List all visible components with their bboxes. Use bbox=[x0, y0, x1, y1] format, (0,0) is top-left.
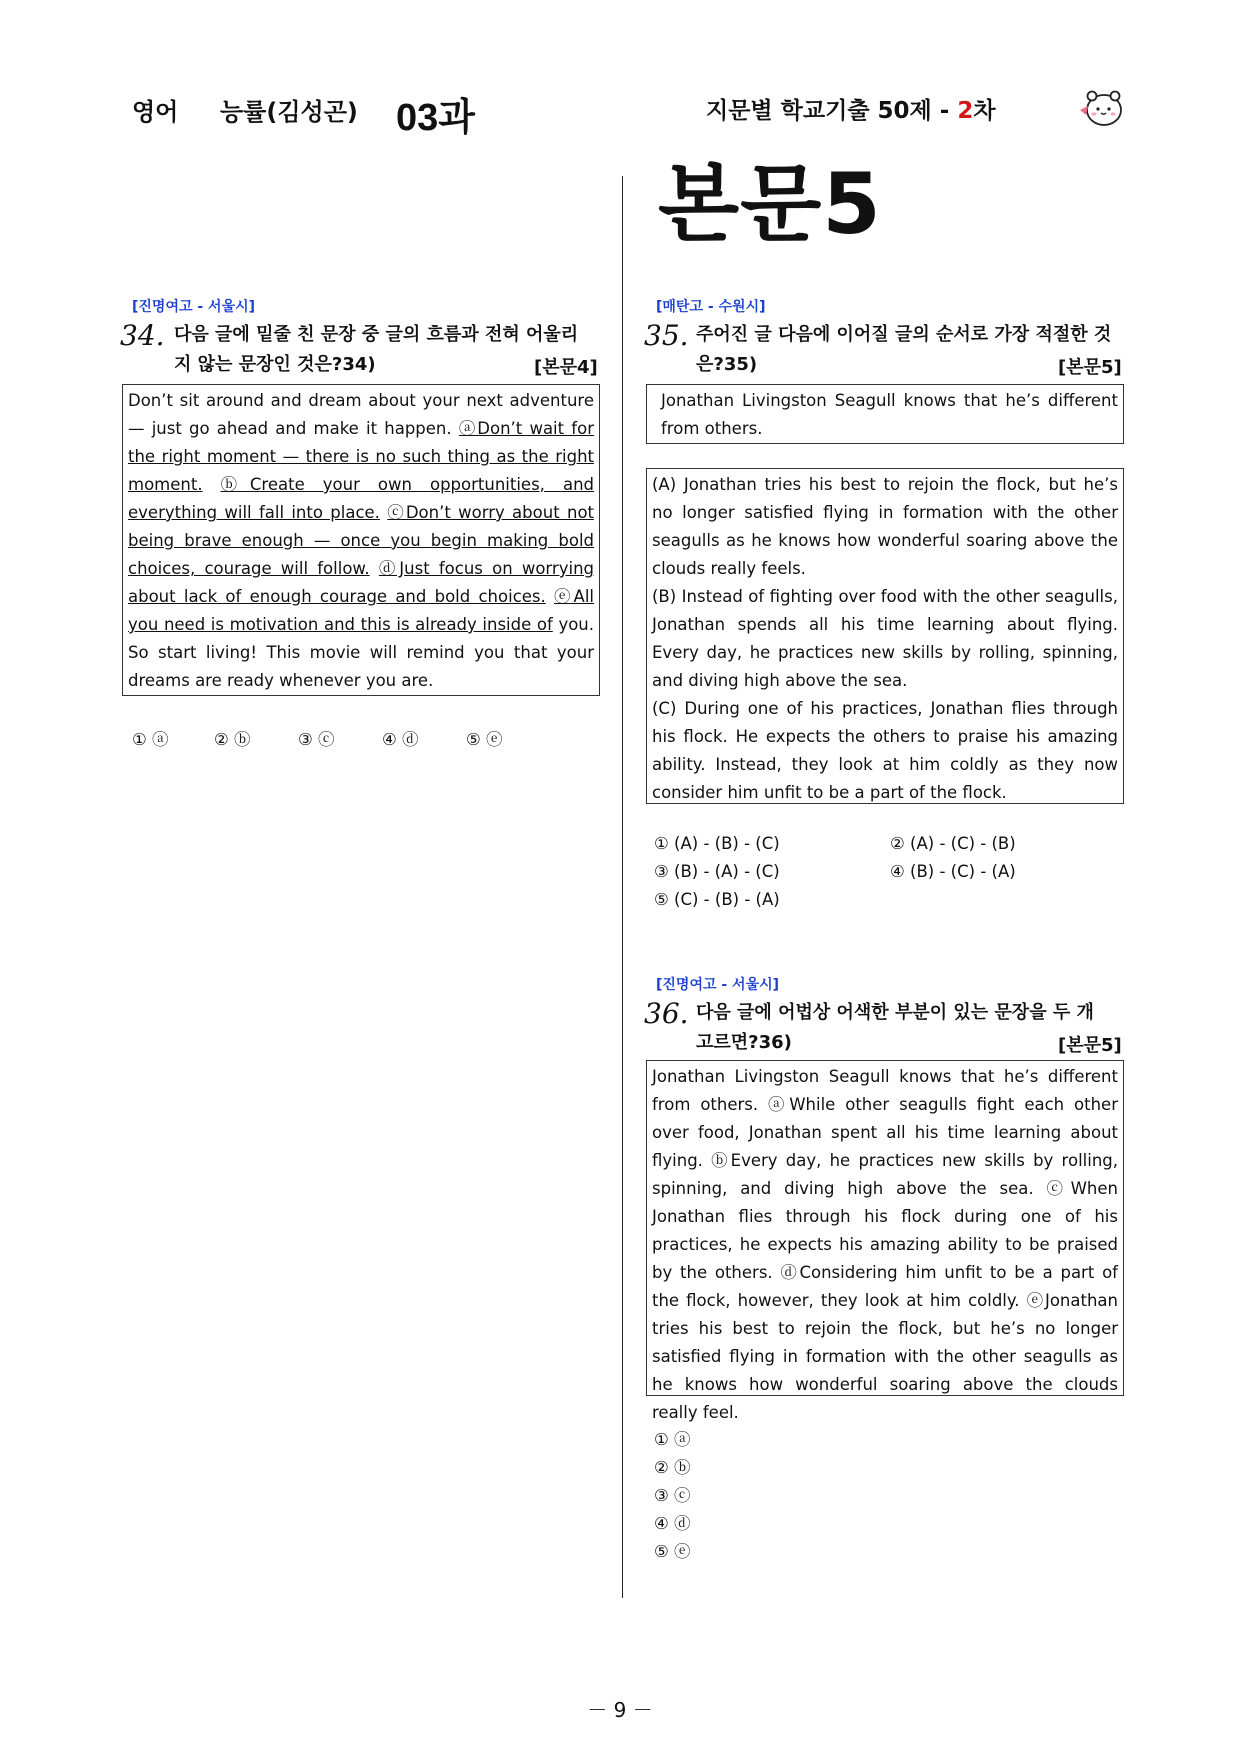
q34-sentence-d: ⓓJust focus on worrying about lack of enough courage and bold choices. bbox=[128, 559, 594, 606]
q34-option-5[interactable]: ⑤ ⓔ bbox=[466, 730, 503, 749]
q35-source: [매탄고 - 수원시] bbox=[656, 299, 766, 315]
series-round: 2차 bbox=[957, 98, 996, 124]
q36-option-1[interactable]: ① ⓐ bbox=[654, 1430, 691, 1449]
q35-option-5[interactable]: ⑤ (C) - (B) - (A) bbox=[654, 890, 780, 909]
q35-given-text: Jonathan Livingston Seagull knows that he’s different from others. bbox=[661, 391, 1118, 438]
q36-option-3[interactable]: ③ ⓒ bbox=[654, 1486, 691, 1505]
q34-sentence-a: ⓐDon’t wait for the right moment — there is no such thing as the right moment. bbox=[128, 419, 594, 494]
q36-source: [진명여고 - 서울시] bbox=[656, 977, 780, 993]
q35-question-line2: 은?35) bbox=[696, 354, 758, 375]
q34-passage-box bbox=[122, 384, 600, 696]
q34-question-line1: 다음 글에 밑줄 친 문장 중 글의 흐름과 전혀 어울리 bbox=[174, 324, 579, 345]
q35-paragraphs-box bbox=[646, 468, 1124, 804]
q34-intro: Don’t sit around and dream about your next adventure — just go ahead and make it happen. bbox=[128, 391, 594, 438]
q36-question-line1: 다음 글에 어법상 어색한 부분이 있는 문장을 두 개 bbox=[696, 1002, 1094, 1023]
bear-mascot-icon bbox=[1078, 86, 1126, 130]
q36-option-5[interactable]: ⑤ ⓔ bbox=[654, 1542, 691, 1561]
q34-sentence-b: ⓑCreate your own opportunities, and everything will fall into place. bbox=[128, 475, 595, 522]
q34-option-1[interactable]: ① ⓐ bbox=[132, 730, 169, 749]
q34-question-line2: 지 않는 문장인 것은?34) bbox=[174, 354, 376, 375]
q35-option-3[interactable]: ③ (B) - (A) - (C) bbox=[654, 862, 780, 881]
q34-tag: [본문4] bbox=[534, 357, 598, 378]
q34-source: [진명여고 - 서울시] bbox=[132, 299, 256, 315]
lesson-label: 03과 bbox=[396, 97, 475, 139]
column-divider bbox=[622, 176, 623, 1598]
q35-option-2[interactable]: ② (A) - (C) - (B) bbox=[890, 834, 1016, 853]
q35-paragraph-c: (C) During one of his practices, Jonathan flies through his flock. He expects the others to praise his amazing ability. Instead, they look at him coldly as they now consider him unfit to be a part of the flock. bbox=[652, 699, 1118, 802]
q36-number: 36. bbox=[644, 997, 689, 1030]
q35-question-line1: 주어진 글 다음에 이어질 글의 순서로 가장 적절한 것 bbox=[696, 324, 1112, 345]
series-title bbox=[706, 92, 996, 125]
q34-option-3[interactable]: ③ ⓒ bbox=[298, 730, 335, 749]
q36-passage-box bbox=[646, 1060, 1124, 1422]
q35-option-4[interactable]: ④ (B) - (C) - (A) bbox=[890, 862, 1016, 881]
page-number: － 9 － bbox=[587, 1698, 653, 1722]
q34-number: 34. bbox=[120, 319, 165, 352]
q34-option-2[interactable]: ② ⓑ bbox=[214, 730, 251, 749]
q35-number: 35. bbox=[644, 319, 689, 352]
q34-sentence-c: ⓒDon’t worry about not being brave enough — once you begin making bold choices, courage will follow. bbox=[128, 503, 595, 578]
q35-paragraph-b: (B) Instead of fighting over food with the other seagulls, Jonathan spends all his time learning about flying. Every day, he practices new skills by rolling, spinning, and diving high above the sea. bbox=[652, 587, 1118, 690]
section-title: 본문5 bbox=[658, 155, 882, 253]
subject-label: 영어 bbox=[132, 98, 179, 126]
textbook-label: 능률(김성곤) bbox=[220, 98, 358, 126]
q35-tag: [본문5] bbox=[1058, 357, 1122, 378]
series-prefix: 지문별 학교기출 50제 - bbox=[706, 98, 950, 124]
q36-question-line2: 고르면?36) bbox=[696, 1032, 792, 1053]
q36-option-2[interactable]: ② ⓑ bbox=[654, 1458, 691, 1477]
q34-option-4[interactable]: ④ ⓓ bbox=[382, 730, 419, 749]
q36-passage-text: Jonathan Livingston Seagull knows that he’s different from others. ⓐWhile other seagulls fight each other over food, Jonathan spent all his time learning about flying. ⓑEvery day, he practices new skills by rolling, spinning, and diving high above the sea. ⓒWhen Jonathan flies through his flock during one of his practices, he expects his amazing ability to be praised by the others. ⓓConsidering him unfit to be a part of the flock, however, they look at him coldly. ⓔJonathan tries his best to rejoin the flock, but he’s no longer satisfied flying in formation with the other seagulls as he knows how wonderful soaring above the clouds really feel. bbox=[652, 1067, 1118, 1422]
q34-outro: you. So start living! This movie will remind you that your dreams are ready whenever you are. bbox=[128, 615, 595, 690]
q35-option-1[interactable]: ① (A) - (B) - (C) bbox=[654, 834, 780, 853]
q35-paragraph-a: (A) Jonathan tries his best to rejoin the flock, but he’s no longer satisfied flying in formation with the other seagulls as he knows how wonderful soaring above the clouds really feels. bbox=[652, 475, 1118, 578]
q36-tag: [본문5] bbox=[1058, 1035, 1122, 1056]
q36-option-4[interactable]: ④ ⓓ bbox=[654, 1514, 691, 1533]
q35-given-box bbox=[646, 384, 1124, 444]
q34-sentence-e: ⓔAll you need is motivation and this is already inside of bbox=[128, 587, 594, 634]
